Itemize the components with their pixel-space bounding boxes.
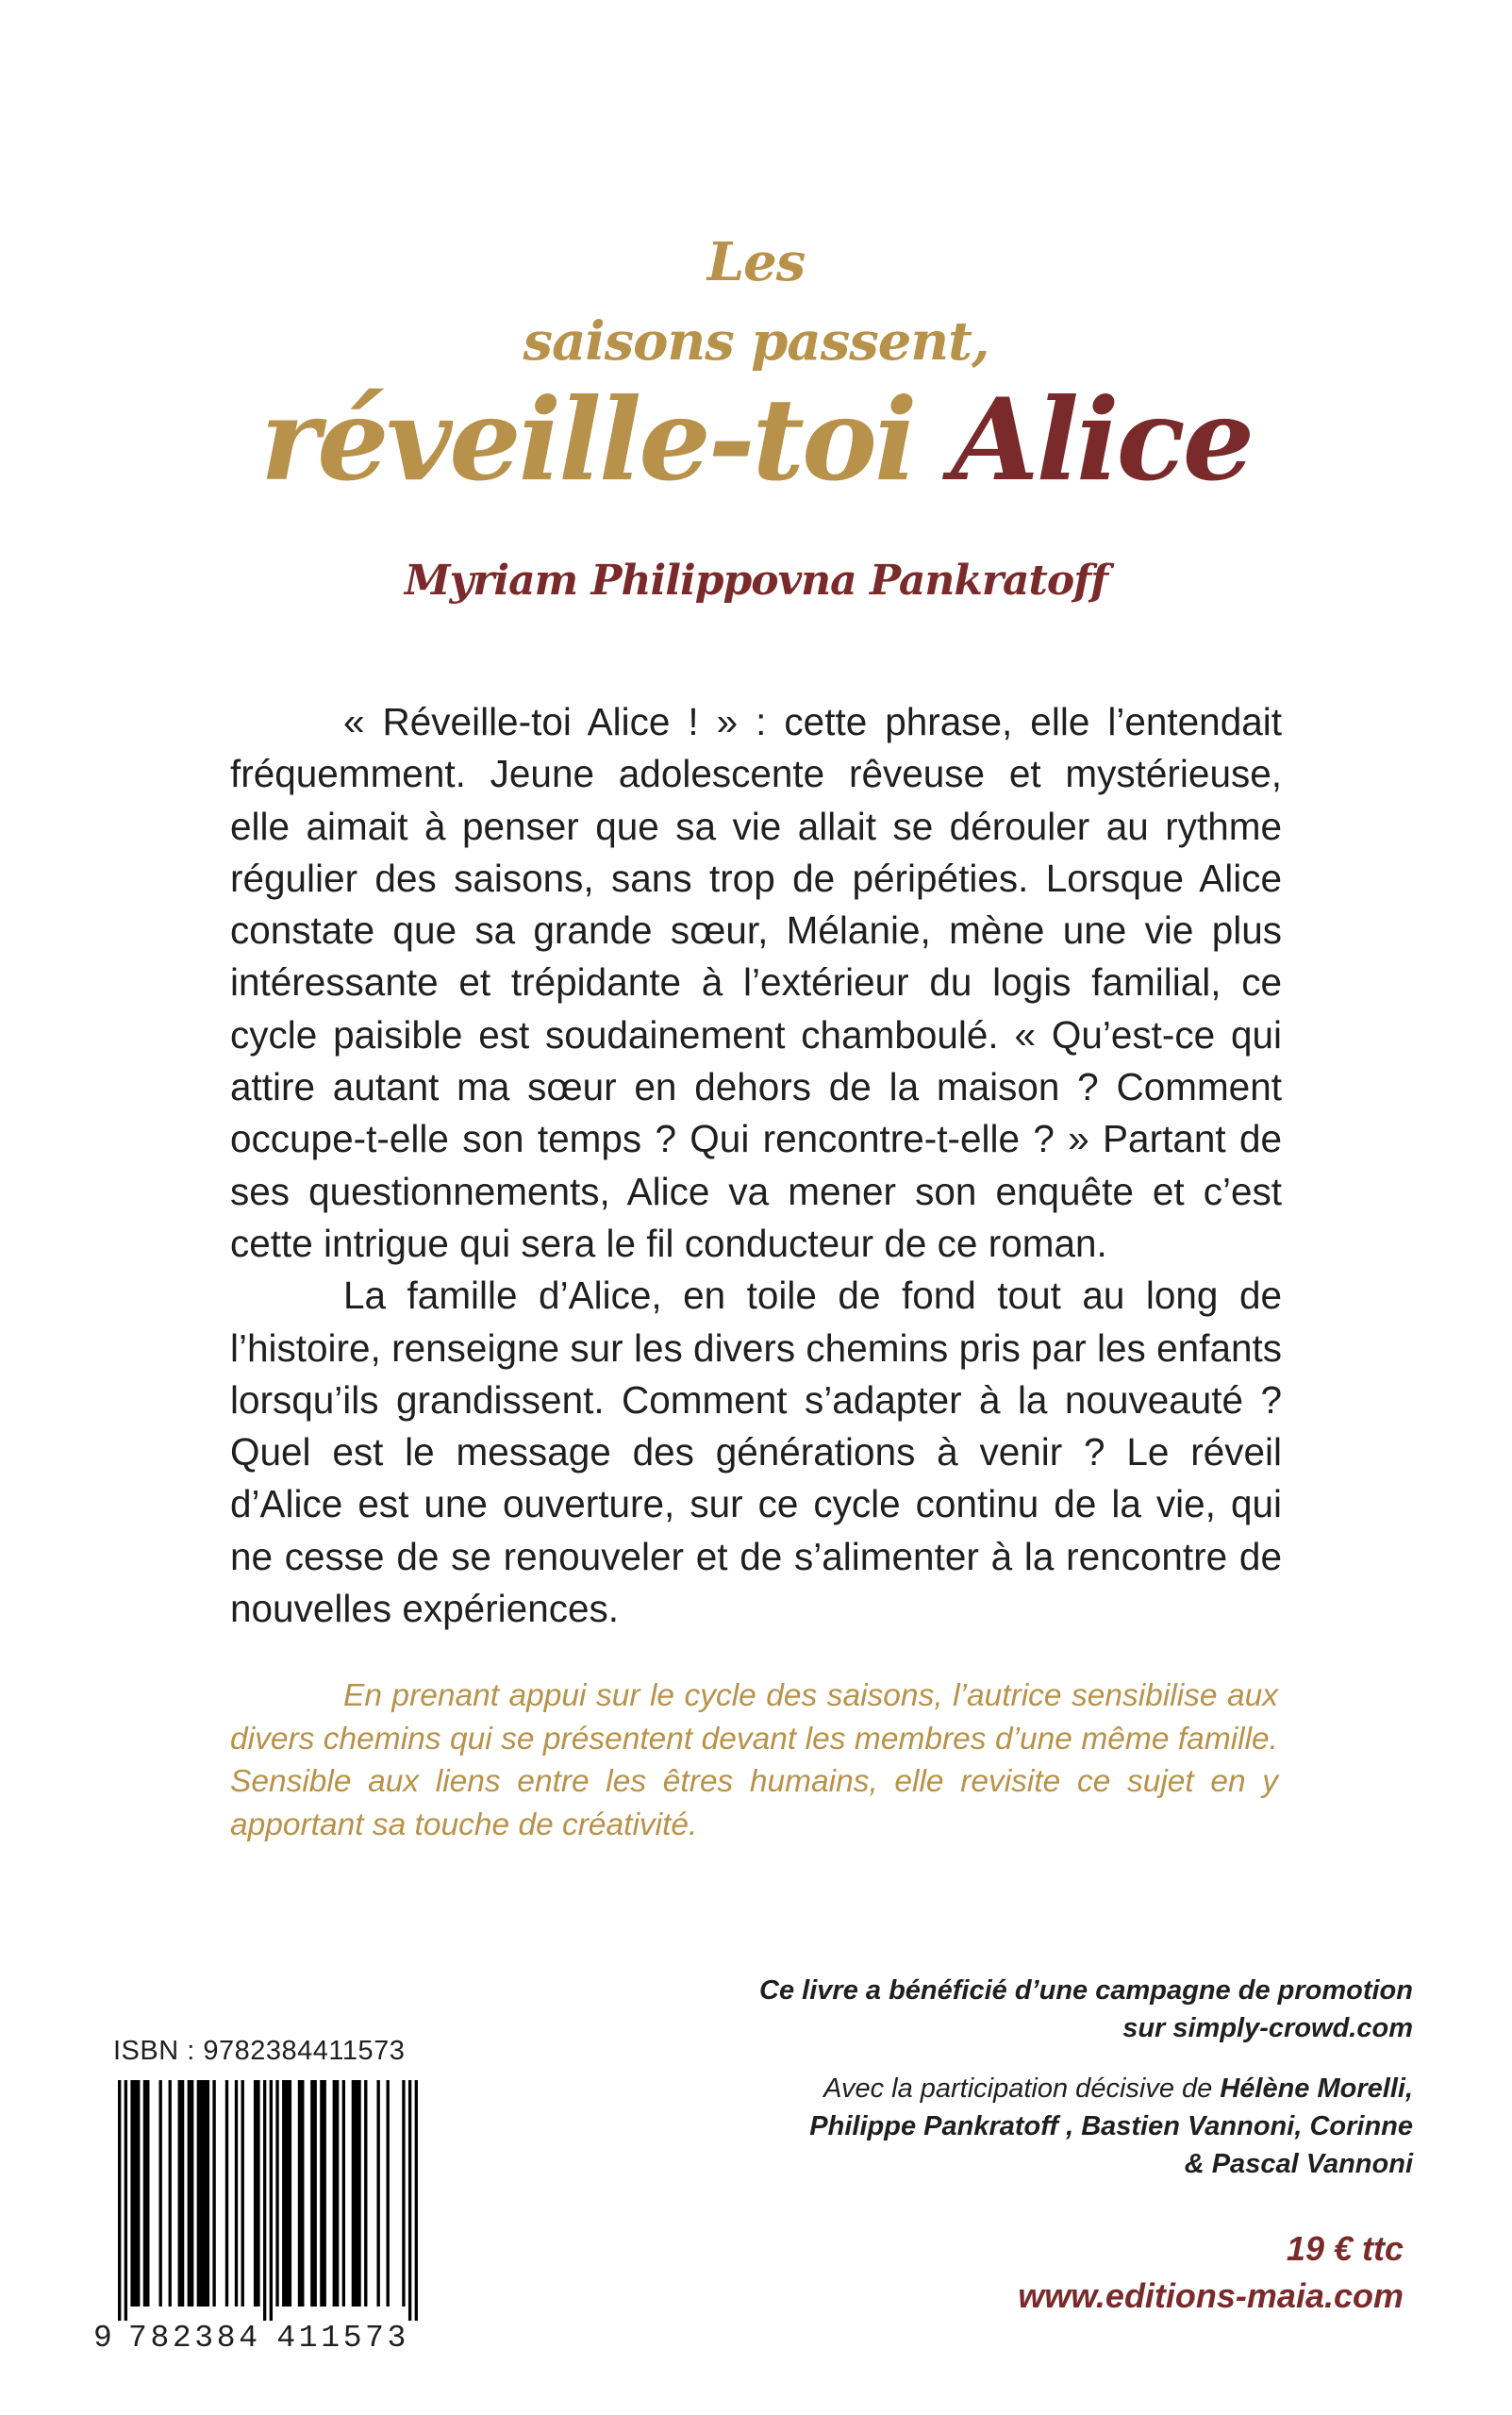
barcode-digit-11: 7	[365, 2321, 386, 2356]
publisher-website: www.editions-maia.com	[1018, 2276, 1404, 2315]
barcode-bar-20	[320, 2080, 326, 2307]
barcode-digit-10: 5	[342, 2321, 364, 2356]
barcode-bar-24	[364, 2080, 367, 2307]
synopsis-paragraph-2: La famille d’Alice, en toile de fond tout au long de l’histoire, renseigne sur les divers chemins pris par les enfants lorsqu’ils grandissent. Comment s’adapter à la nouveauté ? Quel est le message des générations à venir ? Le réveil d’Alice est une ouverture, sur ce cycle continu de la vie, qui ne cesse de se renouveler et de s’alimenter à la rencontre de nouvelles expériences.	[230, 1274, 1282, 1631]
barcode-bar-21	[333, 2080, 340, 2307]
barcode-bar-16	[275, 2080, 278, 2307]
barcode-digit-4: 3	[194, 2321, 216, 2356]
campaign-note	[696, 1972, 1413, 2047]
participation-intro: Avec la participation décisive de	[823, 2074, 1221, 2104]
barcode-digit-7: 4	[276, 2321, 298, 2356]
barcode-bar-23	[352, 2080, 361, 2307]
barcode-bar-4	[159, 2080, 162, 2307]
author-note	[230, 1674, 1278, 1846]
barcode-digit-0: 9	[93, 2321, 114, 2356]
campaign-line-1: Ce livre a bénéficié d’une campagne de promotion	[759, 1975, 1413, 2006]
barcode-bar-25	[376, 2080, 379, 2307]
barcode	[118, 2080, 418, 2321]
barcode-bar-6	[178, 2080, 185, 2307]
campaign-line-2: sur simply-crowd.com	[1122, 2013, 1413, 2043]
barcode-bar-11	[235, 2080, 238, 2307]
price: 19 € ttc	[1286, 2229, 1404, 2268]
barcode-bar-26	[387, 2080, 390, 2307]
barcode-bar-14	[263, 2080, 266, 2321]
barcode-digit-12: 3	[387, 2321, 408, 2356]
author-note-text: En prenant appui sur le cycle des saisons, l’autrice sensibilise aux divers chemins qui se présentent devant les membres d’une même famille. Sensible aux liens entre les êtres humains, elle revisite ce sujet en y apportant sa touche de créativité.	[230, 1678, 1278, 1842]
barcode-digit-6: 4	[239, 2321, 259, 2356]
barcode-bar-7	[188, 2080, 194, 2307]
barcode-bar-18	[298, 2080, 305, 2307]
participation-line-1	[696, 2070, 1413, 2107]
title-reveille-toi: réveille-toi	[259, 374, 952, 507]
barcode-digit-5: 8	[216, 2321, 238, 2356]
credits	[696, 1972, 1413, 2206]
synopsis	[230, 696, 1282, 1635]
title-line-reveille	[0, 374, 1512, 507]
barcode-bar-5	[169, 2080, 172, 2307]
isbn-label: ISBN : 9782384411573	[113, 2036, 406, 2066]
author-name: Myriam Philippovna Pankratoff	[404, 557, 1108, 605]
barcode-bar-1	[125, 2080, 127, 2321]
book-title	[0, 231, 1512, 507]
barcode-bar-15	[270, 2080, 273, 2321]
barcode-digit-8: 1	[298, 2321, 320, 2356]
barcode-bar-27	[402, 2080, 405, 2307]
barcode-bar-12	[241, 2080, 244, 2307]
barcode-bar-9	[212, 2080, 215, 2307]
barcode-bar-28	[408, 2080, 411, 2321]
title-alice: Alice	[951, 374, 1253, 507]
barcode-bar-2	[130, 2080, 140, 2307]
barcode-digit-1: 7	[128, 2321, 149, 2356]
participation-line-2: Philippe Pankratoff , Bastien Vannoni, Corinne	[809, 2111, 1413, 2141]
participation-note	[696, 2070, 1413, 2183]
barcode-bar-22	[342, 2080, 345, 2307]
synopsis-paragraph-1: « Réveille-toi Alice ! » : cette phrase, elle l’entendait fréquemment. Jeune adolescente rêveuse et mystérieuse, elle aimait à penser que sa vie allait se dérouler au rythme régulier des saisons, sans trop de péripéties. Lorsque Alice constate que sa grande sœur, Mélanie, mène une vie plus intéressante et trépidante à l’extérieur du logis familial, ce cycle paisible est soudainement chamboulé. « Qu’est-ce qui attire autant ma sœur en dehors de la maison ? Comment occupe-t-elle son temps ? Qui rencontre-t-elle ? » Partant de ses questionnements, Alice va mener son enquête et c’est cette intrigue qui sera le fil conducteur de ce roman.	[230, 700, 1282, 1265]
barcode-bar-29	[415, 2080, 418, 2321]
barcode-bars	[118, 2080, 418, 2321]
barcode-bar-13	[254, 2080, 260, 2307]
title-line-les: Les	[706, 231, 806, 293]
barcode-digit-3: 2	[172, 2321, 193, 2356]
barcode-bar-17	[282, 2080, 291, 2307]
barcode-digit-9: 1	[321, 2321, 341, 2356]
participation-line-3: & Pascal Vannoni	[1184, 2149, 1413, 2179]
participation-names-1: Hélène Morelli,	[1220, 2074, 1413, 2104]
barcode-bar-0	[118, 2080, 121, 2321]
barcode-bar-3	[143, 2080, 150, 2307]
barcode-bar-10	[225, 2080, 228, 2307]
barcode-bar-19	[310, 2080, 317, 2307]
barcode-digit-2: 8	[150, 2321, 172, 2356]
title-line-saisons: saisons passent,	[523, 310, 989, 373]
barcode-bar-8	[197, 2080, 209, 2307]
